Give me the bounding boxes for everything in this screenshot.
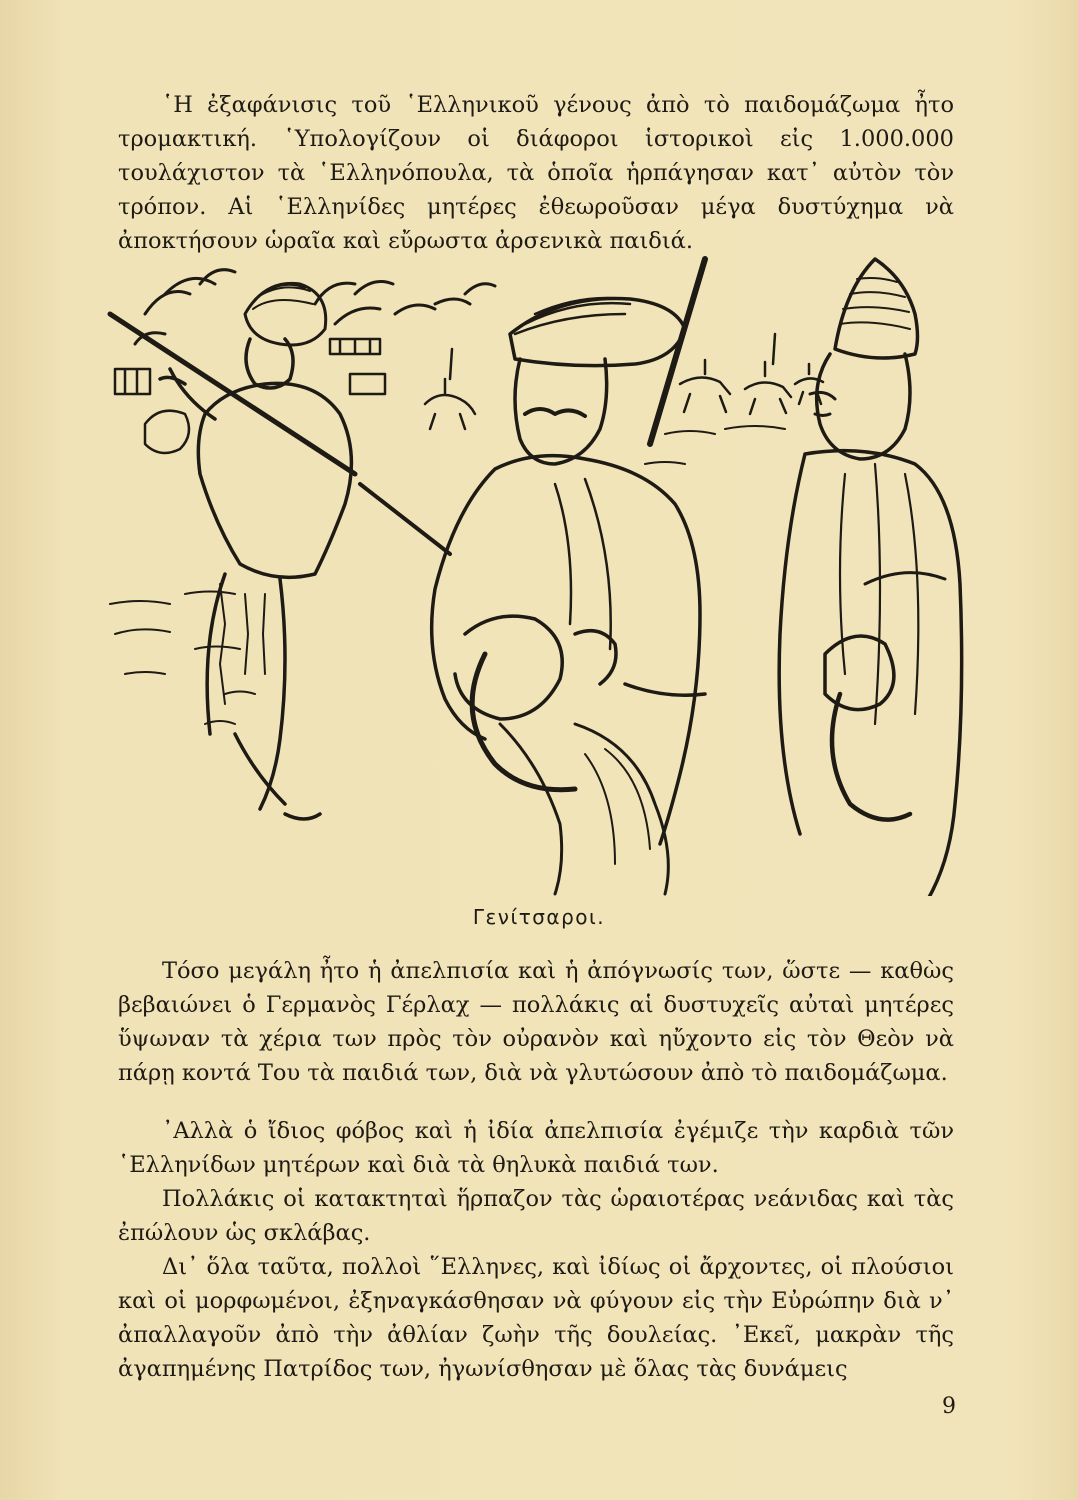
paragraph-daughters: ᾽Αλλὰ ὁ ἴδιος φόβος καὶ ἡ ἰδία ἀπελπισία ἐγέμιζε τὴν καρδιὰ τῶν ῾Ελληνίδων μητέρων καὶ διὰ τὰ θηλυκὰ παιδιά των. (118, 1118, 954, 1178)
janissary-right (779, 259, 962, 896)
janissaries-illustration (105, 254, 965, 896)
paragraph-emigration: Δι᾽ ὅλα ταῦτα, πολλοὶ ῞Ελληνες, καὶ ἰδίως οἱ ἄρχοντες, οἱ πλούσιοι καὶ οἱ μορφωμένοι, ἐξηναγκάσθησαν νὰ φύγουν εἰς τὴν Εὐρώπην διὰ ν᾽ ἀπαλλαγοῦν ἀπὸ τὴν ἀθλίαν ζωὴν τῆς δουλείας. ᾽Εκεῖ, μακρὰν τῆς ἀγαπημένης Πατρίδος των, ἠγωνίσθησαν μὲ ὅλας τὰς δυνάμεις (118, 1254, 954, 1382)
paragraph-slaves: Πολλάκις οἱ κατακτηταὶ ἥρπαζον τὰς ὡραιοτέρας νεάνιδας καὶ τὰς ἐπώλουν ὡς σκλάβας. (118, 1186, 954, 1246)
paragraph-intro: ῾Η ἐξαφάνισις τοῦ ῾Ελληνικοῦ γένους ἀπὸ τὸ παιδομάζωμα ἦτο τρομακτική. ῾Υπολογίζουν οἱ διάφοροι ἱστορικοὶ εἰς 1.000.000 τουλάχιστον τὰ ῾Ελληνόπουλα, τὰ ὁποῖα ἡρπάγησαν κατ᾽ αὐτὸν τὸν τρόπον. Αἱ ῾Ελληνίδες μητέρες ἐθεωροῦσαν μέγα δυστύχημα νὰ ἀποκτήσουν ὡραῖα καὶ εὔρωστα ἀρσενικὰ παιδιά. (118, 92, 954, 254)
sky-strokes-left (135, 270, 495, 344)
musketeer-figure (110, 283, 450, 819)
page-number: 9 (942, 1394, 956, 1419)
figure-caption: Γενίτσαροι. (472, 905, 606, 929)
ground-lines (110, 426, 785, 724)
janissary-center (432, 259, 705, 894)
paragraph-despair: Τόσο μεγάλη ἦτο ἡ ἀπελπισία καὶ ἡ ἀπόγνωσίς των, ὥστε — καθὼς βεβαιώνει ὁ Γερμανὸς Γέρλαχ — πολλάκις αἱ δυστυχεῖς αὐταὶ μητέρες ὕψωναν τὰ χέρια των πρὸς τὸν οὐρανὸν καὶ ηὔχοντο εἰς τὸν Θεὸν νὰ πάρῃ κοντά Του τὰ παιδιά των, διὰ νὰ γλυτώσουν ἀπὸ τὸ παιδομάζωμα. (118, 958, 954, 1086)
distant-horsemen (425, 334, 823, 429)
